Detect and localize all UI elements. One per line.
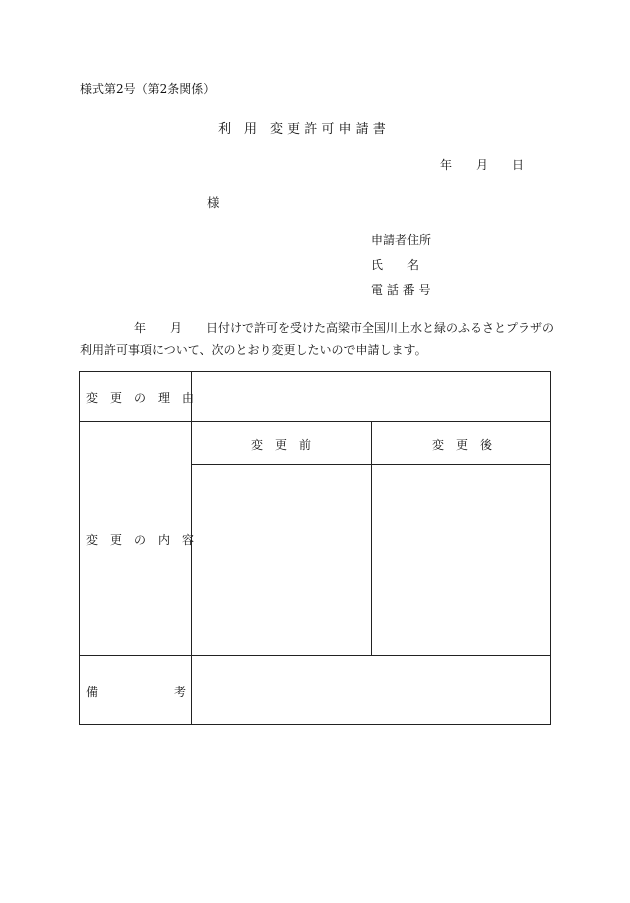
application-body bbox=[80, 317, 555, 361]
addressee-honorific: 様 bbox=[207, 195, 220, 210]
document-title: 利 用 変 更 許 可 申 請 書 bbox=[218, 122, 386, 137]
label-column-divider bbox=[191, 372, 192, 724]
remarks-label-right: 考 bbox=[174, 685, 187, 699]
date-line: 年 月 日 bbox=[440, 158, 525, 172]
reason-field[interactable] bbox=[199, 380, 543, 416]
before-field[interactable] bbox=[196, 470, 366, 650]
after-field[interactable] bbox=[376, 470, 546, 650]
before-after-divider bbox=[371, 421, 372, 655]
applicant-phone-label: 電 話 番 号 bbox=[371, 283, 431, 297]
body-line-1: 年 月 日付けで許可を受けた高梁市全国川上水と緑のふるさとプラザの bbox=[134, 321, 555, 335]
form-number: 様式第2号（第2条関係） bbox=[80, 82, 216, 96]
before-label: 変 更 前 bbox=[251, 438, 312, 452]
content-row-divider bbox=[80, 655, 550, 656]
applicant-name-label: 氏 名 bbox=[371, 258, 420, 272]
reason-label: 変 更 の 理 由 bbox=[86, 391, 195, 405]
remarks-field[interactable] bbox=[199, 664, 543, 718]
reason-row-divider bbox=[80, 421, 550, 422]
body-line-2: 利用許可事項について、次のとおり変更したいので申請します。 bbox=[80, 343, 427, 357]
change-request-table bbox=[79, 371, 551, 725]
content-label: 変 更 の 内 容 bbox=[86, 533, 195, 547]
after-label: 変 更 後 bbox=[432, 438, 493, 452]
remarks-label-left: 備 bbox=[86, 685, 99, 699]
applicant-address-label: 申請者住所 bbox=[371, 233, 432, 247]
